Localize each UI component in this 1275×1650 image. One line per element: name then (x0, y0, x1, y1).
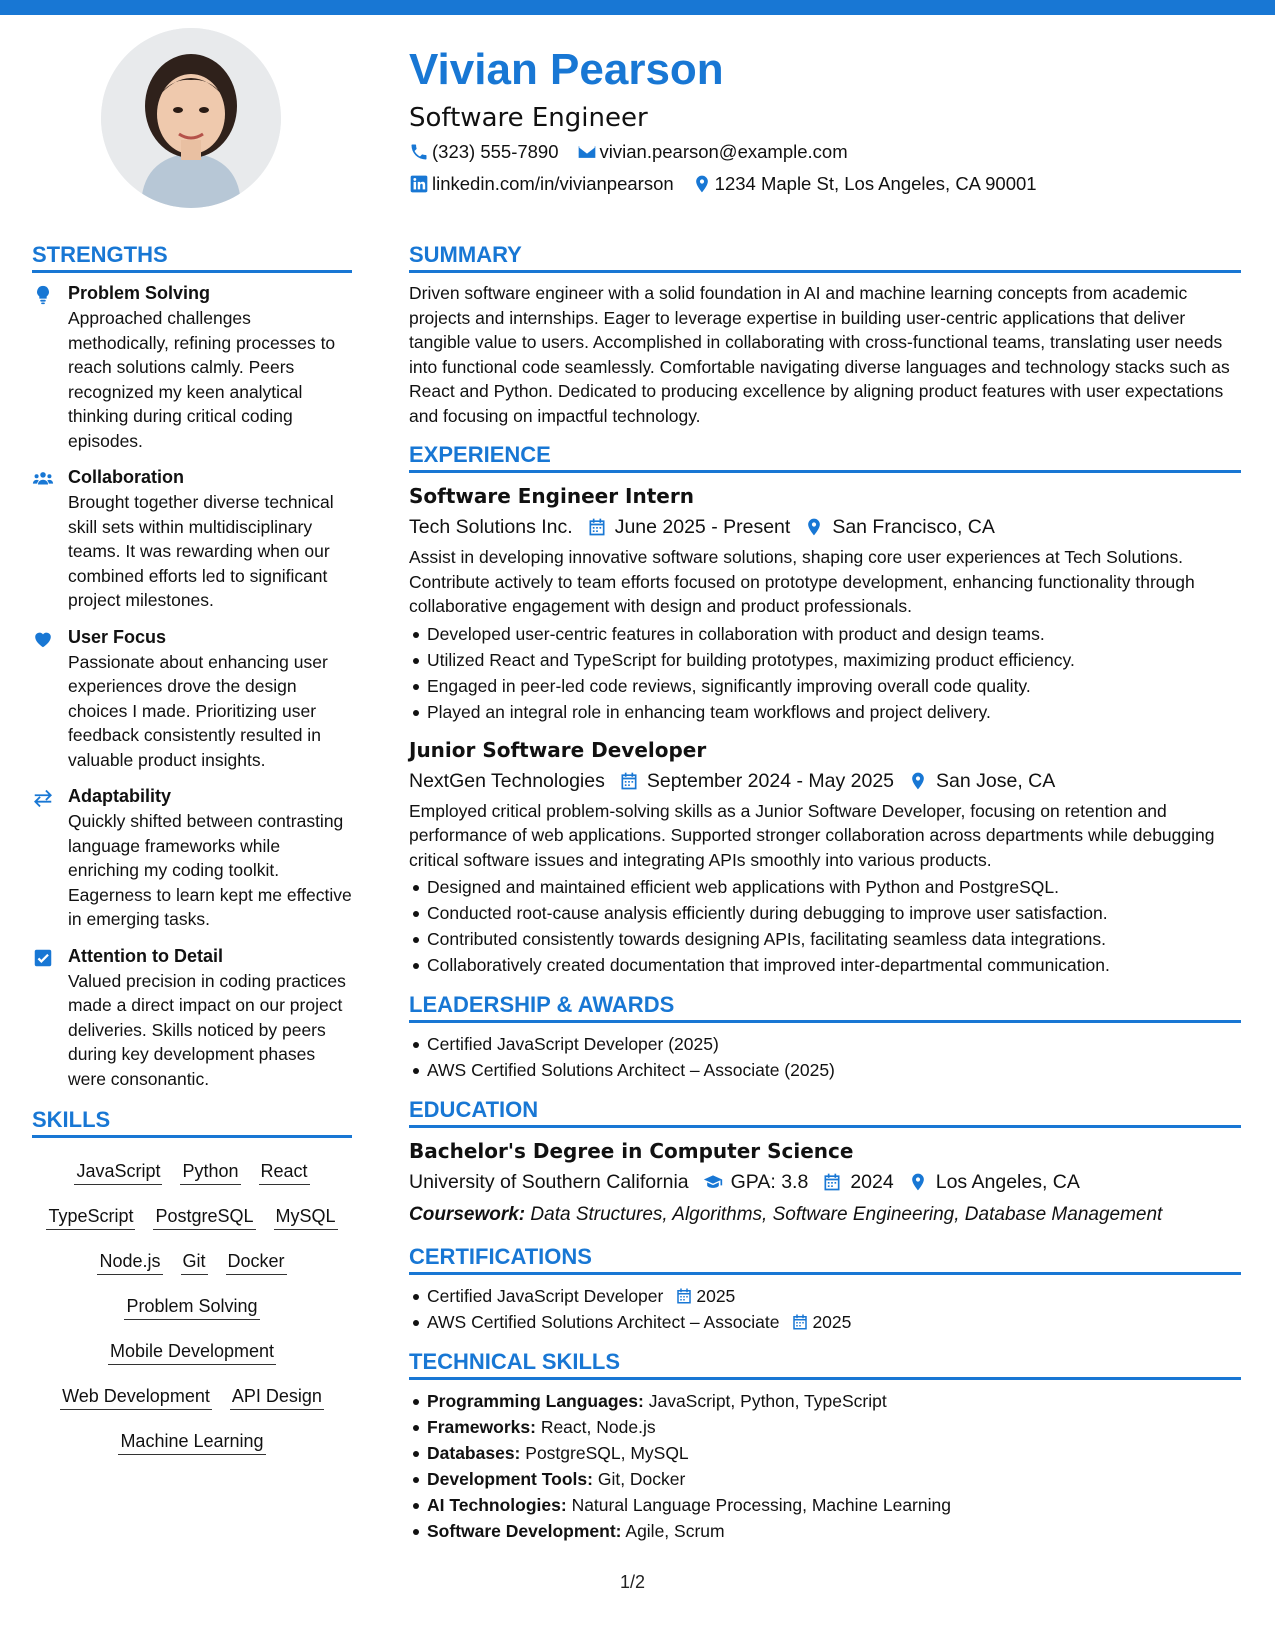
strength-title: Adaptability (68, 786, 172, 806)
job-dates (587, 511, 791, 543)
contact-row-1 (409, 136, 1239, 168)
linkedin-contact[interactable] (409, 168, 674, 200)
envelope-icon (577, 142, 597, 162)
experience-heading: EXPERIENCE (409, 440, 1241, 473)
coursework-text: Data Structures, Algorithms, Software Engineering, Database Management (530, 1204, 1163, 1225)
tech-skill-label: Programming Languages: (427, 1391, 644, 1411)
skills-list (32, 1146, 352, 1467)
job-entry (409, 735, 1241, 979)
tech-skill-value: React, Node.js (540, 1417, 656, 1437)
calendar-icon (587, 517, 607, 537)
list-item (409, 1440, 1241, 1466)
graduation-year (822, 1166, 893, 1198)
skill-tag: PostgreSQL (153, 1203, 255, 1230)
strength-item (32, 944, 352, 1092)
calendar-icon (791, 1313, 809, 1331)
certifications-section (409, 1242, 1241, 1335)
strength-item (32, 784, 352, 932)
list-item: Certified JavaScript Developer (2025) (409, 1031, 1241, 1057)
list-item (409, 1414, 1241, 1440)
leadership-heading: LEADERSHIP & AWARDS (409, 990, 1241, 1023)
skills-section (32, 1105, 352, 1467)
education-location-text: Los Angeles, CA (935, 1171, 1080, 1193)
linkedin-text: linkedin.com/in/vivianpearson (432, 173, 674, 194)
summary-heading: SUMMARY (409, 240, 1241, 273)
strength-title: User Focus (68, 626, 167, 647)
job-company: NextGen Technologies (409, 769, 605, 792)
strength-desc: Passionate about enhancing user experiences drove the design choices I made. Prioritizing user feedback consistently resulted in valuable product insights. (68, 651, 328, 770)
job-bullets (409, 874, 1241, 978)
resume-header (409, 40, 1239, 200)
list-item (409, 1518, 1241, 1544)
job-title: Junior Software Developer (409, 737, 707, 762)
summary-text: Driven software engineer with a solid foundation in AI and machine learning concepts from academic projects and internships. Eager to leverage expertise in building user-centric applications that deliver tangible value to users. Accomplished in collaborating with cross-functional teams, translating user needs into functional code seamlessly. Comfortable navigating diverse languages and technology stacks such as React and Python. Dedicated to producing excellence by aligning product features with user expectations and focusing on impactful technology. (409, 283, 1230, 426)
education-meta (409, 1166, 1241, 1198)
job-title: Software Engineer Intern (409, 484, 694, 508)
summary-section (409, 240, 1241, 428)
strength-title: Collaboration (68, 467, 184, 487)
cert-year: 2025 (812, 1312, 852, 1332)
job-dates-text: September 2024 - May 2025 (646, 769, 895, 792)
cert-year: 2025 (696, 1286, 736, 1306)
tech-skill-value: Git, Docker (597, 1469, 686, 1489)
strength-desc: Brought together diverse technical skill sets within multidisciplinary teams. It was rewarding when our combined efforts led to significant project milestones. (68, 492, 334, 610)
top-accent-bar (0, 0, 1275, 15)
list-item: AWS Certified Solutions Architect – Associate (2025) (409, 1057, 1241, 1083)
right-column (409, 240, 1241, 1556)
phone-contact[interactable] (409, 136, 559, 168)
list-item: Collaboratively created documentation that improved inter-departmental communication. (409, 952, 1241, 978)
job-location (908, 765, 1055, 797)
tech-skill-label: AI Technologies: (427, 1495, 567, 1515)
list-item: Conducted root-cause analysis efficiently during debugging to improve user satisfaction. (409, 900, 1241, 926)
job-meta (409, 765, 1241, 797)
map-pin-icon (804, 517, 824, 537)
skill-tag: TypeScript (46, 1203, 135, 1230)
map-pin-icon (908, 1172, 928, 1192)
list-item: Developed user-centric features in collaboration with product and design teams. (409, 621, 1241, 647)
candidate-title: Software Engineer (409, 103, 648, 133)
job-bullets (409, 621, 1241, 725)
strength-desc: Valued precision in coding practices made a direct impact on our project deliveries. Skills noticed by peers during key development phases were consonantic. (68, 970, 346, 1089)
list-item: Engaged in peer-led code reviews, significantly improving overall code quality. (409, 673, 1241, 699)
list-item (409, 1388, 1241, 1414)
skill-tag: Node.js (97, 1248, 162, 1275)
job-location (804, 511, 995, 543)
tech-skill-value: PostgreSQL, MySQL (525, 1443, 689, 1463)
list-item: Played an integral role in enhancing team workflows and project delivery. (409, 699, 1241, 725)
coursework (409, 1200, 1241, 1230)
skill-tag: Machine Learning (118, 1428, 265, 1455)
calendar-icon (619, 771, 639, 791)
list-item: Designed and maintained efficient web applications with Python and PostgreSQL. (409, 874, 1241, 900)
skill-tag: Mobile Development (108, 1338, 276, 1365)
page-number: 1/2 (620, 1572, 646, 1592)
list-item (409, 1466, 1241, 1492)
linkedin-icon (409, 174, 429, 194)
map-pin-icon (908, 771, 928, 791)
heart-icon (32, 628, 54, 650)
phone-icon (409, 142, 429, 162)
list-item: Contributed consistently towards designing APIs, facilitating seamless data integrations. (409, 926, 1241, 952)
strength-item (32, 625, 352, 773)
contact-row-2 (409, 168, 1239, 200)
checkbox-icon (32, 947, 54, 969)
job-description: Employed critical problem-solving skills as a Junior Software Developer, focusing on retention and performance of web applications. Supported stronger collaboration across departments while debugging critical software issues and integrating APIs smoothly into various products. (409, 800, 1215, 870)
technical-skills-heading: TECHNICAL SKILLS (409, 1347, 1241, 1380)
skill-tag: Git (181, 1248, 208, 1275)
email-contact[interactable] (577, 136, 848, 168)
list-item: Utilized React and TypeScript for building prototypes, maximizing product efficiency. (409, 647, 1241, 673)
tech-skill-label: Databases: (427, 1443, 521, 1463)
skill-tag: Web Development (60, 1383, 212, 1410)
strengths-heading: STRENGTHS (32, 240, 352, 273)
email-text: vivian.pearson@example.com (599, 141, 848, 162)
lightbulb-icon (32, 284, 54, 306)
skill-tag: MySQL (274, 1203, 338, 1230)
calendar-icon (675, 1287, 693, 1305)
strength-title: Problem Solving (68, 283, 211, 303)
school-name: University of Southern California (409, 1171, 689, 1193)
skill-tag: Docker (226, 1248, 287, 1275)
job-dates-text: June 2025 - Present (614, 516, 791, 538)
tech-skill-value: Agile, Scrum (625, 1521, 725, 1541)
strength-desc: Quickly shifted between contrasting language frameworks while enriching my coding toolkit. Eagerness to learn kept me effective in emerging tasks. (68, 811, 352, 929)
coursework-label: Coursework: (409, 1204, 526, 1225)
map-pin-icon (692, 174, 712, 194)
address-text: 1234 Maple St, Los Angeles, CA 90001 (714, 173, 1037, 194)
certifications-list (409, 1283, 1241, 1335)
gpa-text: GPA: 3.8 (730, 1171, 809, 1193)
skill-tag: Problem Solving (124, 1293, 259, 1320)
skill-tag: Python (180, 1158, 240, 1185)
calendar-icon (822, 1172, 842, 1192)
strengths-section (32, 240, 352, 1091)
tech-skill-label: Development Tools: (427, 1469, 593, 1489)
job-company: Tech Solutions Inc. (409, 516, 573, 538)
skill-tag: API Design (230, 1383, 324, 1410)
education-section (409, 1095, 1241, 1230)
tech-skill-value: Natural Language Processing, Machine Learning (571, 1495, 951, 1515)
left-column (32, 240, 352, 1479)
graduation-cap-icon (703, 1172, 723, 1192)
phone-text: (323) 555-7890 (432, 141, 559, 162)
job-entry (409, 481, 1241, 725)
strength-item (32, 281, 352, 453)
graduation-year-text: 2024 (850, 1171, 894, 1193)
job-location-text: San Jose, CA (936, 769, 1056, 792)
leadership-section (409, 990, 1241, 1083)
candidate-name: Vivian Pearson (409, 45, 724, 94)
job-description: Assist in developing innovative software solutions, shaping core user experiences at Tech Solutions. Contribute actively to team efforts focused on prototype development, enhancing functionality through collaborative engagement with design and product professionals. (409, 547, 1195, 616)
experience-section (409, 440, 1241, 978)
job-location-text: San Francisco, CA (832, 516, 995, 538)
education-location (908, 1166, 1080, 1198)
job-dates (619, 765, 894, 797)
list-item (409, 1492, 1241, 1518)
degree-title: Bachelor's Degree in Computer Science (409, 1139, 854, 1163)
list-item (409, 1283, 1241, 1309)
tech-skill-value: JavaScript, Python, TypeScript (648, 1391, 887, 1411)
cert-name: AWS Certified Solutions Architect – Associate (427, 1312, 780, 1332)
tech-skill-label: Frameworks: (427, 1417, 536, 1437)
skill-tag: React (259, 1158, 310, 1185)
tech-skill-label: Software Development: (427, 1521, 622, 1541)
users-icon (32, 468, 54, 490)
strength-title: Attention to Detail (68, 945, 223, 966)
technical-skills-list (409, 1388, 1241, 1544)
strength-item (32, 465, 352, 613)
cert-name: Certified JavaScript Developer (427, 1286, 664, 1306)
gpa (703, 1166, 809, 1198)
exchange-icon (32, 787, 54, 809)
skills-heading: SKILLS (32, 1105, 352, 1138)
strength-desc: Approached challenges methodically, refining processes to reach solutions calmly. Peers recognized my keen analytical thinking during critical coding episodes. (68, 308, 336, 451)
address-contact (692, 168, 1037, 200)
leadership-list (409, 1031, 1241, 1083)
education-heading: EDUCATION (409, 1095, 1241, 1128)
skill-tag: JavaScript (74, 1158, 162, 1185)
profile-photo (101, 28, 281, 208)
list-item (409, 1309, 1241, 1335)
job-meta (409, 511, 1241, 543)
certifications-heading: CERTIFICATIONS (409, 1242, 1241, 1275)
technical-skills-section (409, 1347, 1241, 1544)
